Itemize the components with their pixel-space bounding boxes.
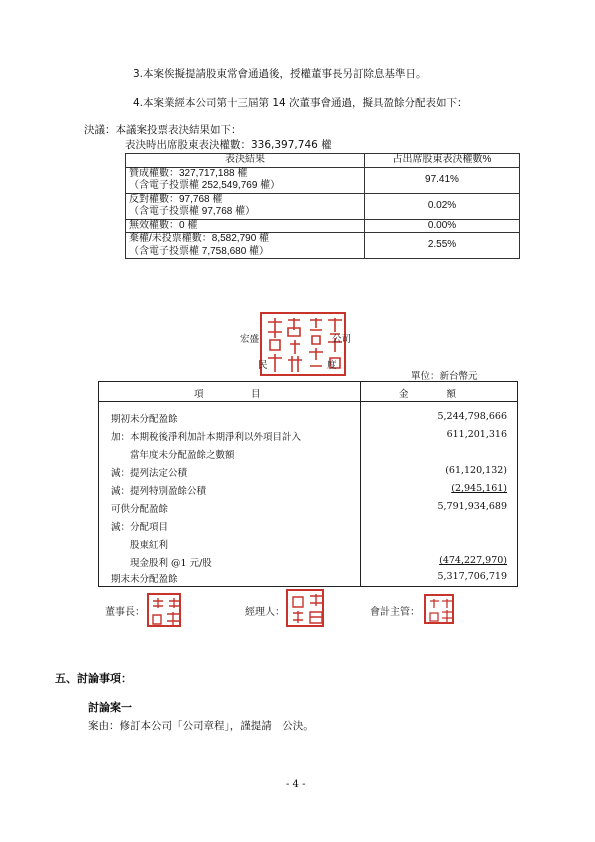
row-amount: 5,244,798,666 xyxy=(437,411,507,422)
header-result: 表決結果 xyxy=(126,154,365,168)
vote-pct: 0.00% xyxy=(365,219,520,233)
row-label: 期初未分配盈餘 xyxy=(111,414,178,425)
row-label: 期末未分配盈餘 xyxy=(111,574,178,585)
table-row xyxy=(99,537,517,554)
chairman-label: 董事長： xyxy=(105,607,145,618)
row-label: 減：提列特別盈餘公積 xyxy=(111,486,207,497)
table-row xyxy=(99,483,517,500)
row-label: 現金股利 @1 元/股 xyxy=(111,558,212,569)
table-row xyxy=(126,233,520,259)
item-3: 3.本案俟擬提請股東常會通過後，授權董事長另訂除息基準日。 xyxy=(133,68,427,80)
profit-subtitle-left: 民 xyxy=(258,360,268,371)
resolution-label: 決議：本議案投票表決結果如下： xyxy=(84,124,242,136)
profit-distribution-table xyxy=(98,381,518,587)
header-divider xyxy=(99,401,517,402)
case-cause: 案由：修訂本公司「公司章程」，謹提請 公決。 xyxy=(88,720,314,732)
row-label: 當年度未分配盈餘之數額 xyxy=(111,450,235,461)
item-4: 4.本案業經本公司第十三屆第 14 次董事會通過，擬具盈餘分配表如下： xyxy=(133,97,468,109)
vote-cell xyxy=(126,193,365,219)
table-row xyxy=(99,555,517,572)
vote-line2: （含電子投票權 97,768 權） xyxy=(129,206,256,217)
table-row xyxy=(126,193,520,219)
row-label: 減：分配項目 xyxy=(111,522,169,533)
header-pct: 占出席股東表決權數% xyxy=(365,154,520,168)
table-row xyxy=(99,447,517,464)
table-row xyxy=(99,429,517,446)
row-amount: 611,201,316 xyxy=(446,429,507,440)
vote-line1: 無效權數：0 權 xyxy=(129,219,198,231)
vote-cell xyxy=(126,167,365,193)
vote-line2: （含電子投票權 7,758,680 權） xyxy=(129,245,270,257)
profit-title-left: 宏盛 xyxy=(240,334,260,345)
accountant-label: 會計主管： xyxy=(370,607,420,618)
accountant-seal xyxy=(424,594,454,624)
table-header-row xyxy=(126,154,520,168)
table-row xyxy=(99,465,517,482)
table-row xyxy=(99,501,517,518)
row-label: 可供分配盈餘 xyxy=(111,504,169,515)
row-amount: (2,945,161) xyxy=(451,483,507,494)
table-row xyxy=(99,519,517,536)
header-item: 項 目 xyxy=(194,389,261,400)
vote-pct: 97.41% xyxy=(365,167,520,193)
row-amount: 5,317,706,719 xyxy=(437,571,507,582)
vote-pct: 0.02% xyxy=(365,193,520,219)
table-row xyxy=(126,219,520,233)
vote-line1: 贊成權數：327,717,188 權 xyxy=(129,167,248,179)
chairman-seal xyxy=(147,593,181,627)
row-amount: (474,227,970) xyxy=(439,555,507,566)
page-number: - 4 - xyxy=(286,779,306,790)
table-row xyxy=(99,411,517,428)
row-label: 股東紅利 xyxy=(111,540,169,551)
vote-result-table xyxy=(125,153,520,259)
total-votes: 表決時出席股東表決權數：336,397,746 權 xyxy=(125,139,332,151)
profit-title-right: 公司 xyxy=(332,334,352,345)
vote-line1: 棄權/未投票權數：8,582,790 權 xyxy=(129,233,270,244)
row-label: 加：本期稅後淨利加計本期淨利以外項目計入 xyxy=(111,432,302,443)
table-row xyxy=(126,167,520,193)
manager-seal xyxy=(286,589,324,627)
section-heading: 五、討論事項： xyxy=(55,672,132,685)
case-heading: 討論案一 xyxy=(88,701,132,714)
table-row xyxy=(99,571,517,588)
header-amount: 金 額 xyxy=(399,389,457,400)
vote-cell xyxy=(126,219,365,233)
vote-line1: 反對權數：97,768 權 xyxy=(129,193,223,205)
row-amount: 5,791,934,689 xyxy=(437,501,507,512)
vote-pct: 2.55% xyxy=(365,233,520,259)
manager-label: 經理人： xyxy=(245,607,285,618)
vote-cell xyxy=(126,233,365,259)
vote-line2: （含電子投票權 252,549,769 權） xyxy=(129,180,281,191)
row-amount: (61,120,132) xyxy=(445,465,507,476)
profit-subtitle-right: 度 xyxy=(327,360,337,371)
unit-label: 單位：新台幣元 xyxy=(411,371,478,382)
row-label: 減：提列法定公積 xyxy=(111,468,188,479)
